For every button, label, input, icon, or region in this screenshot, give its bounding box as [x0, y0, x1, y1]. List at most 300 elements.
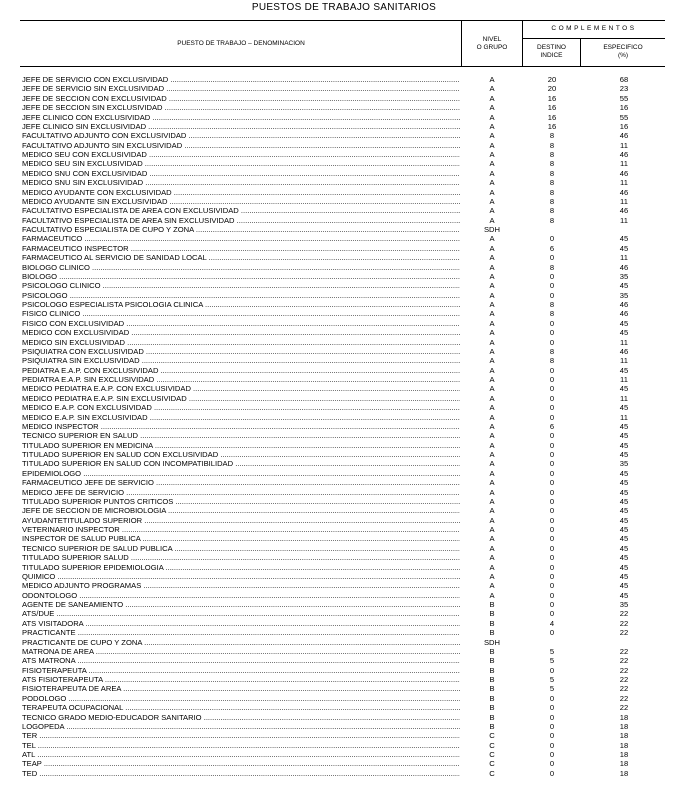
- table-row: [0, 338, 688, 347]
- nivel-cell: A: [489, 459, 495, 469]
- especifico-cell: 45: [619, 571, 629, 581]
- nivel-cell: A: [489, 393, 495, 403]
- puesto-name: INSPECTOR DE SALUD PUBLICA .....: [22, 534, 460, 543]
- destino-cell: 0: [549, 609, 555, 619]
- puesto-name: TITULADO SUPERIOR EPIDEMIOLOGIA .....: [22, 563, 460, 572]
- puesto-name: MEDICO SIN EXCLUSIVIDAD .....: [22, 338, 460, 347]
- destino-cell: 0: [549, 759, 555, 769]
- puesto-name: PSICOLOGO .....: [22, 291, 460, 300]
- destino-cell: 0: [549, 412, 555, 422]
- puesto-name: PSIQUIATRA SIN EXCLUSIVIDAD .....: [22, 356, 460, 365]
- table-row: [0, 328, 688, 337]
- table-row: [0, 384, 688, 393]
- destino-cell: 0: [549, 431, 555, 441]
- nivel-cell: B: [489, 600, 495, 609]
- especifico-cell: 45: [619, 562, 629, 572]
- puesto-name: PRACTICANTE .....: [22, 628, 460, 637]
- destino-cell: 0: [549, 712, 555, 722]
- especifico-cell: 11: [620, 215, 628, 225]
- nivel-cell: A: [489, 412, 495, 422]
- nivel-cell: A: [489, 525, 495, 534]
- nivel-cell: A: [489, 356, 495, 366]
- especifico-cell: 55: [619, 93, 629, 103]
- nivel-cell: A: [489, 281, 495, 291]
- nivel-cell: C: [489, 740, 495, 750]
- puesto-name: MEDICO SEU CON EXCLUSIVIDAD .....: [22, 150, 460, 159]
- table-row: [0, 759, 688, 768]
- table-row: [0, 403, 688, 412]
- destino-cell: 0: [549, 534, 555, 544]
- especifico-cell: 22: [619, 684, 629, 694]
- header-destino: [523, 44, 580, 60]
- puesto-name: AYUDANTETITULADO SUPERIOR .....: [22, 516, 460, 525]
- nivel-cell: A: [489, 131, 495, 141]
- header-nivel: [462, 36, 522, 52]
- puesto-name: FACULTATIVO ESPECIALISTA DE CUPO Y ZONA .....: [22, 225, 460, 234]
- destino-cell: 0: [549, 506, 555, 516]
- nivel-cell: A: [489, 403, 495, 413]
- especifico-cell: 18: [619, 731, 629, 741]
- destino-cell: 0: [549, 768, 555, 778]
- especifico-cell: 35: [619, 271, 629, 281]
- nivel-cell: A: [489, 487, 495, 497]
- puesto-name: PEDIATRA E.A.P. SIN EXCLUSIVIDAD .....: [22, 375, 460, 384]
- nivel-cell: A: [489, 468, 495, 478]
- destino-cell: 0: [549, 478, 555, 488]
- especifico-cell: 45: [619, 281, 629, 291]
- especifico-cell: 35: [619, 290, 629, 300]
- nivel-cell: A: [489, 159, 495, 169]
- nivel-cell: C: [489, 750, 495, 759]
- table-row: [0, 234, 688, 243]
- table-row: [0, 347, 688, 356]
- puesto-name: ATS/DUE .....: [22, 609, 460, 618]
- especifico-cell: 35: [619, 600, 629, 609]
- puesto-name: MATRONA DE AREA .....: [22, 647, 460, 656]
- table-row: [0, 450, 688, 459]
- destino-cell: 5: [549, 646, 555, 656]
- table-row: [0, 216, 688, 225]
- header-complementos: COMPLEMENTOS: [551, 25, 637, 32]
- destino-cell: 8: [549, 150, 555, 159]
- table-row: [0, 741, 688, 750]
- nivel-cell: A: [489, 196, 495, 206]
- especifico-cell: 11: [620, 253, 628, 263]
- table-row: [0, 600, 688, 609]
- especifico-cell: 45: [619, 496, 629, 506]
- especifico-cell: 11: [620, 412, 628, 422]
- puesto-name: MEDICO E.A.P. CON EXCLUSIVIDAD .....: [22, 403, 460, 412]
- table-row: [0, 638, 688, 647]
- especifico-cell: 11: [620, 140, 628, 150]
- destino-cell: 0: [549, 318, 555, 328]
- puesto-name: FISICO CON EXCLUSIVIDAD .....: [22, 319, 460, 328]
- table-row: [0, 572, 688, 581]
- table-row: [0, 178, 688, 187]
- puesto-name: JEFE DE SECCION SIN EXCLUSIVIDAD .....: [22, 103, 460, 112]
- nivel-cell: A: [489, 431, 495, 441]
- especifico-cell: 45: [619, 515, 629, 525]
- nivel-cell: B: [489, 618, 495, 628]
- destino-cell: 0: [549, 750, 555, 759]
- especifico-cell: 46: [619, 187, 629, 197]
- nivel-cell: A: [489, 375, 495, 384]
- puesto-name: PSIQUIATRA CON EXCLUSIVIDAD .....: [22, 347, 460, 356]
- especifico-cell: 46: [619, 300, 629, 309]
- nivel-cell: C: [489, 731, 495, 741]
- puesto-name: MEDICO SNU SIN EXCLUSIVIDAD .....: [22, 178, 460, 187]
- puesto-name: TITULADO SUPERIOR EN SALUD CON EXCLUSIVIDAD .....: [22, 450, 460, 459]
- puesto-name: QUIMICO .....: [22, 572, 460, 581]
- header-especifico: [581, 44, 665, 60]
- table-row: [0, 300, 688, 309]
- especifico-cell: 68: [619, 75, 629, 84]
- especifico-cell: 46: [619, 309, 629, 319]
- destino-cell: 8: [549, 187, 555, 197]
- destino-cell: 8: [549, 196, 555, 206]
- puesto-name: MEDICO JEFE DE SERVICIO .....: [22, 488, 460, 497]
- table-row: [0, 553, 688, 562]
- nivel-cell: B: [489, 712, 495, 722]
- especifico-cell: 46: [619, 131, 629, 141]
- table-row: [0, 619, 688, 628]
- especifico-cell: 18: [619, 740, 629, 750]
- nivel-cell: A: [489, 309, 495, 319]
- nivel-cell: A: [489, 300, 495, 309]
- table-row: [0, 253, 688, 262]
- document-title: PUESTOS DE TRABAJO SANITARIOS: [251, 2, 437, 13]
- destino-cell: 6: [549, 421, 555, 431]
- nivel-cell: A: [489, 553, 495, 563]
- especifico-cell: 46: [619, 262, 629, 272]
- especifico-cell: 45: [619, 440, 629, 450]
- especifico-cell: 22: [619, 693, 629, 703]
- puesto-name: FARMACEUTICO JEFE DE SERVICIO .....: [22, 478, 460, 487]
- puesto-name: JEFE DE SERVICIO CON EXCLUSIVIDAD .....: [22, 75, 460, 84]
- table-row: [0, 366, 688, 375]
- destino-cell: 0: [549, 571, 555, 581]
- nivel-cell: A: [489, 140, 495, 150]
- nivel-cell: A: [489, 440, 495, 450]
- destino-cell: 0: [549, 553, 555, 563]
- table-row: [0, 291, 688, 300]
- especifico-cell: 46: [619, 168, 629, 178]
- nivel-cell: B: [489, 721, 495, 731]
- nivel-cell: A: [489, 328, 495, 338]
- destino-cell: 0: [549, 665, 555, 675]
- especifico-cell: 18: [619, 768, 629, 778]
- especifico-cell: 11: [620, 337, 628, 347]
- destino-cell: 8: [549, 168, 555, 178]
- especifico-cell: 22: [619, 656, 629, 666]
- puesto-name: PSICOLOGO CLINICO .....: [22, 281, 460, 290]
- especifico-cell: 35: [619, 459, 629, 469]
- especifico-cell: 22: [619, 665, 629, 675]
- table-row: [0, 469, 688, 478]
- nivel-cell: A: [489, 496, 495, 506]
- table-row: [0, 188, 688, 197]
- puesto-name: JEFE DE SECCION CON EXCLUSIVIDAD .....: [22, 94, 460, 103]
- destino-cell: 0: [549, 600, 555, 609]
- table-row: [0, 113, 688, 122]
- destino-cell: 0: [549, 393, 555, 403]
- puesto-name: FACULTATIVO ESPECIALISTA DE AREA SIN EXCLUSIVIDAD .....: [22, 216, 460, 225]
- especifico-cell: 45: [619, 421, 629, 431]
- puesto-name: JEFE DE SERVICIO SIN EXCLUSIVIDAD .....: [22, 84, 460, 93]
- destino-cell: 0: [549, 628, 555, 638]
- table-row: [0, 684, 688, 693]
- destino-cell: 0: [549, 487, 555, 497]
- puesto-name: TEAP .....: [22, 759, 460, 768]
- nivel-cell: A: [489, 262, 495, 272]
- nivel-cell: A: [489, 112, 495, 122]
- puesto-name: TITULADO SUPERIOR EN MEDICINA .....: [22, 441, 460, 450]
- table-row: [0, 309, 688, 318]
- nivel-cell: A: [489, 562, 495, 572]
- destino-cell: 8: [549, 140, 555, 150]
- puesto-name: FISICO CLINICO .....: [22, 309, 460, 318]
- puesto-name: BIOLOGO .....: [22, 272, 460, 281]
- especifico-cell: 11: [620, 375, 628, 384]
- table-row: [0, 544, 688, 553]
- nivel-cell: A: [489, 450, 495, 459]
- destino-cell: 0: [549, 515, 555, 525]
- especifico-cell: 46: [619, 150, 629, 159]
- destino-cell: 0: [549, 562, 555, 572]
- destino-cell: 0: [549, 525, 555, 534]
- puesto-name: ATL .....: [22, 750, 460, 759]
- destino-cell: 5: [549, 675, 555, 684]
- nivel-cell: A: [489, 234, 495, 244]
- destino-cell: 6: [549, 243, 555, 253]
- especifico-cell: 45: [619, 590, 629, 600]
- puesto-name: MEDICO PEDIATRA E.A.P. SIN EXCLUSIVIDAD .....: [22, 394, 460, 403]
- puesto-name: TITULADO SUPERIOR PUNTOS CRITICOS .....: [22, 497, 460, 506]
- destino-cell: 5: [549, 656, 555, 666]
- table-row: [0, 272, 688, 281]
- especifico-cell: 11: [620, 159, 628, 169]
- nivel-cell: B: [489, 693, 495, 703]
- destino-cell: 8: [549, 131, 555, 141]
- puesto-name: TECNICO SUPERIOR EN SALUD .....: [22, 431, 460, 440]
- especifico-cell: 22: [619, 703, 629, 713]
- especifico-cell: 11: [620, 196, 628, 206]
- header-puesto: PUESTO DE TRABAJO – DENOMINACION: [177, 40, 305, 47]
- especifico-cell: 45: [619, 478, 629, 488]
- destino-cell: 0: [549, 590, 555, 600]
- nivel-cell: B: [489, 646, 495, 656]
- table-row: [0, 441, 688, 450]
- especifico-cell: 45: [619, 318, 629, 328]
- especifico-cell: 45: [619, 506, 629, 516]
- nivel-cell: C: [489, 759, 495, 769]
- especifico-cell: 45: [619, 525, 629, 534]
- especifico-cell: 11: [620, 356, 628, 366]
- table-row: [0, 591, 688, 600]
- puesto-name: AGENTE DE SANEAMIENTO .....: [22, 600, 460, 609]
- table-row: [0, 356, 688, 365]
- especifico-cell: 45: [619, 384, 629, 394]
- table-row: [0, 431, 688, 440]
- puesto-name: FACULTATIVO ADJUNTO CON EXCLUSIVIDAD .....: [22, 131, 460, 140]
- table-row: [0, 159, 688, 168]
- nivel-cell: C: [489, 768, 495, 778]
- puesto-name: ATS VISITADORA .....: [22, 619, 460, 628]
- especifico-cell: 16: [619, 121, 629, 131]
- nivel-cell: A: [489, 365, 495, 375]
- especifico-cell: 11: [620, 393, 628, 403]
- header-destino-line2: INDICE: [540, 52, 563, 59]
- puesto-name: TITULADO SUPERIOR SALUD .....: [22, 553, 460, 562]
- table-row: [0, 581, 688, 590]
- especifico-cell: 45: [619, 534, 629, 544]
- table-row: [0, 150, 688, 159]
- table-body: [0, 75, 688, 778]
- especifico-cell: 45: [619, 543, 629, 553]
- destino-cell: 0: [549, 384, 555, 394]
- table-row: [0, 656, 688, 665]
- table-row: [0, 694, 688, 703]
- table-row: [0, 263, 688, 272]
- destino-cell: 0: [549, 721, 555, 731]
- especifico-cell: 45: [619, 234, 629, 244]
- destino-cell: 16: [547, 112, 557, 122]
- destino-cell: 4: [549, 618, 555, 628]
- puesto-name: MEDICO SEU SIN EXCLUSIVIDAD .....: [22, 159, 460, 168]
- destino-cell: 0: [549, 234, 555, 244]
- puesto-name: FARMACEUTICO .....: [22, 234, 460, 243]
- nivel-cell: A: [489, 103, 495, 113]
- puesto-name: FARMACEUTICO INSPECTOR .....: [22, 244, 460, 253]
- destino-cell: 0: [549, 440, 555, 450]
- table-row: [0, 731, 688, 740]
- puesto-name: PRACTICANTE DE CUPO Y ZONA .....: [22, 638, 460, 647]
- table-row: [0, 722, 688, 731]
- table-row: [0, 609, 688, 618]
- table-row: [0, 103, 688, 112]
- nivel-cell: A: [489, 178, 495, 188]
- destino-cell: 0: [549, 703, 555, 713]
- puesto-name: MEDICO INSPECTOR .....: [22, 422, 460, 431]
- puesto-name: TEL .....: [22, 741, 460, 750]
- destino-cell: 8: [549, 356, 555, 366]
- table-row: [0, 75, 688, 84]
- especifico-cell: 22: [619, 646, 629, 656]
- puesto-name: TECNICO GRADO MEDIO-EDUCADOR SANITARIO .....: [22, 713, 460, 722]
- table-row: [0, 413, 688, 422]
- especifico-cell: 16: [619, 103, 629, 113]
- nivel-cell: A: [489, 271, 495, 281]
- especifico-cell: 45: [619, 365, 629, 375]
- destino-cell: 20: [547, 84, 557, 94]
- table-row: [0, 666, 688, 675]
- puesto-name: MEDICO SNU CON EXCLUSIVIDAD .....: [22, 169, 460, 178]
- destino-cell: 0: [549, 375, 555, 384]
- nivel-cell: A: [489, 206, 495, 216]
- destino-cell: 8: [549, 215, 555, 225]
- table-row: [0, 141, 688, 150]
- destino-cell: 0: [549, 468, 555, 478]
- table-row: [0, 675, 688, 684]
- table-row: [0, 375, 688, 384]
- table-row: [0, 488, 688, 497]
- puesto-name: PSICOLOGO ESPECIALISTA PSICOLOGIA CLINICA .....: [22, 300, 460, 309]
- destino-cell: 0: [549, 281, 555, 291]
- especifico-cell: 46: [619, 206, 629, 216]
- table-row: [0, 497, 688, 506]
- nivel-cell: A: [489, 253, 495, 263]
- destino-cell: 0: [549, 365, 555, 375]
- destino-cell: 0: [549, 450, 555, 459]
- table-row: [0, 94, 688, 103]
- especifico-cell: 22: [619, 609, 629, 619]
- destino-cell: 0: [549, 328, 555, 338]
- destino-cell: 0: [549, 581, 555, 591]
- table-row: [0, 394, 688, 403]
- header-especifico-line1: ESPECIFICO: [603, 44, 643, 51]
- especifico-cell: 11: [620, 178, 628, 188]
- table-row: [0, 422, 688, 431]
- nivel-cell: A: [489, 121, 495, 131]
- table-row: [0, 131, 688, 140]
- nivel-cell: A: [489, 571, 495, 581]
- complementos-rule: [522, 38, 665, 39]
- nivel-cell: B: [489, 703, 495, 713]
- header-nivel-line2: O GRUPO: [476, 44, 508, 51]
- destino-cell: 0: [549, 253, 555, 263]
- table-row: [0, 319, 688, 328]
- nivel-cell: A: [489, 581, 495, 591]
- nivel-cell: A: [489, 84, 495, 94]
- nivel-cell: A: [489, 478, 495, 488]
- nivel-cell: A: [489, 337, 495, 347]
- nivel-cell: SDH: [483, 637, 501, 647]
- nivel-cell: B: [489, 628, 495, 638]
- puesto-name: JEFE CLINICO SIN EXCLUSIVIDAD .....: [22, 122, 460, 131]
- puesto-name: TERAPEUTA OCUPACIONAL .....: [22, 703, 460, 712]
- especifico-cell: 22: [619, 628, 629, 638]
- table-row: [0, 206, 688, 215]
- especifico-cell: 45: [619, 328, 629, 338]
- table-row: [0, 478, 688, 487]
- nivel-cell: A: [489, 515, 495, 525]
- especifico-cell: 45: [619, 450, 629, 459]
- especifico-cell: 18: [619, 759, 629, 769]
- table-row: [0, 563, 688, 572]
- nivel-cell: A: [489, 93, 495, 103]
- destino-cell: 0: [549, 693, 555, 703]
- puesto-name: VETERINARIO INSPECTOR .....: [22, 525, 460, 534]
- destino-cell: 16: [547, 93, 557, 103]
- header-destino-line1: DESTINO: [537, 44, 566, 51]
- table-row: [0, 281, 688, 290]
- nivel-cell: A: [489, 421, 495, 431]
- destino-cell: 8: [549, 159, 555, 169]
- puesto-name: TED .....: [22, 769, 460, 778]
- table-row: [0, 225, 688, 234]
- puesto-name: JEFE DE SECCION DE MICROBIOLOGIA .....: [22, 506, 460, 515]
- destino-cell: 16: [547, 103, 557, 113]
- nivel-cell: A: [489, 590, 495, 600]
- nivel-cell: A: [489, 346, 495, 356]
- destino-cell: 0: [549, 496, 555, 506]
- puesto-name: BIOLOGO CLINICO .....: [22, 263, 460, 272]
- puesto-name: MEDICO AYUDANTE CON EXCLUSIVIDAD .....: [22, 188, 460, 197]
- table-row: [0, 122, 688, 131]
- especifico-cell: 45: [619, 243, 629, 253]
- puesto-name: MEDICO E.A.P. SIN EXCLUSIVIDAD .....: [22, 413, 460, 422]
- destino-cell: 8: [549, 300, 555, 309]
